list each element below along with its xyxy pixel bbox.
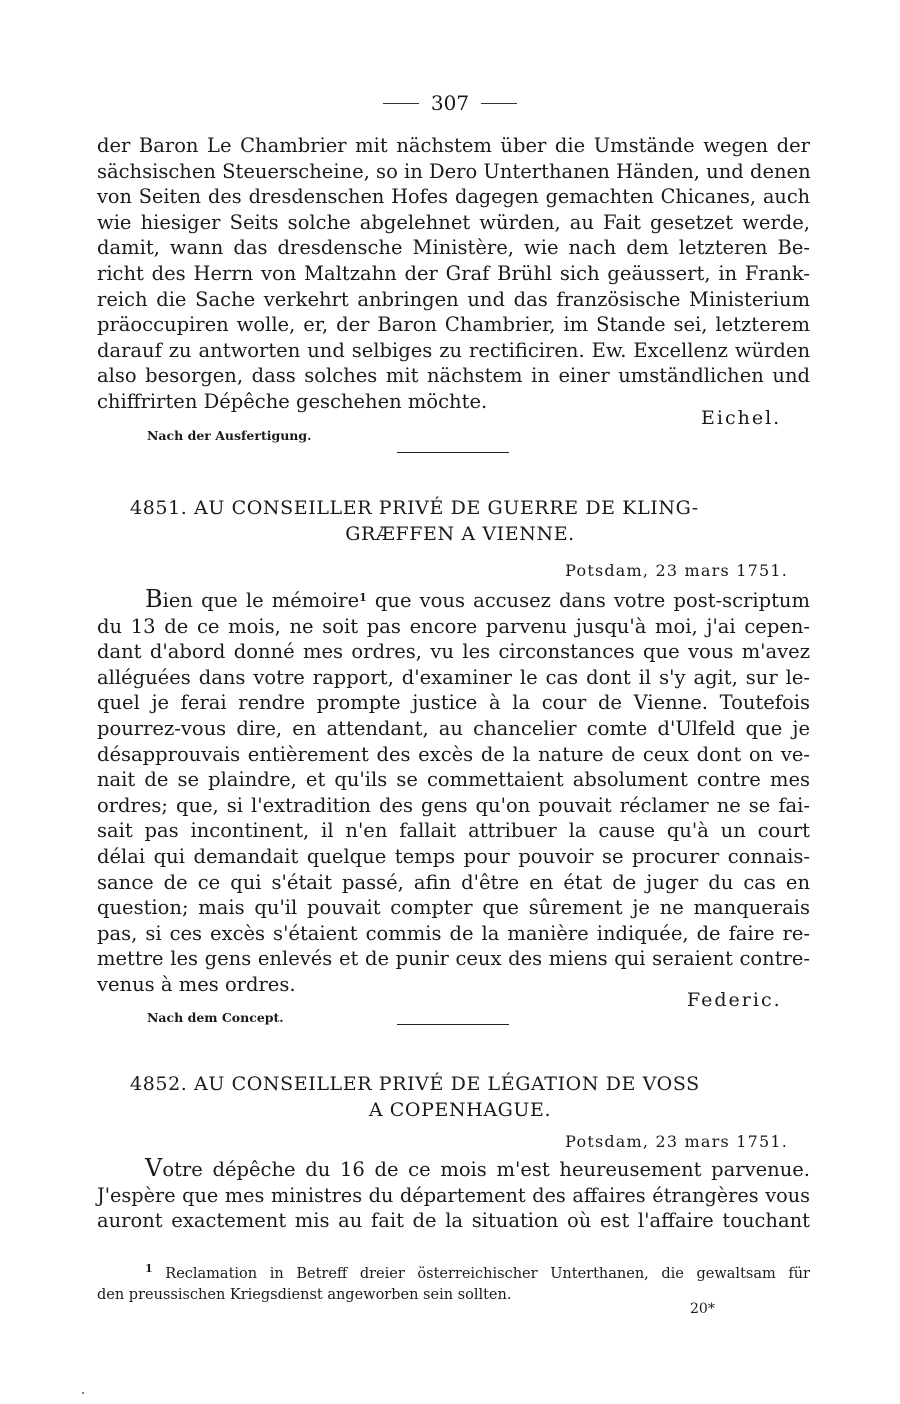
text-line: nait de se plaindre, et qu'ils se commettaient absolument contre mes (97, 768, 810, 792)
source-note: Nach dem Concept. (147, 1010, 284, 1025)
text-line: venus à mes ordres. (97, 972, 296, 996)
signature-federic: Federic. (687, 989, 782, 1011)
text-line: alléguées dans votre rapport, d'examiner le cas dont il s'y agit, sur le- (97, 665, 810, 689)
intro-paragraph (97, 133, 810, 415)
text-line: damit, wann das dresdensche Ministère, wie nach dem letzteren Be- (97, 236, 810, 260)
text-line: pas, si ces excès s'étaient commis de la manière indiquée, de faire re- (97, 921, 810, 945)
printer-signature-mark: 20* (690, 1301, 715, 1317)
section-divider (397, 1024, 509, 1025)
heading-line: 4851. AU CONSEILLER PRIVÉ DE GUERRE DE KLING- (130, 497, 699, 519)
letter-heading (130, 1071, 790, 1123)
initial-letter: B (145, 585, 163, 613)
text-line: richt des Herrn von Maltzahn der Graf Brühl sich geäussert, in Frank- (97, 261, 810, 285)
text-line (97, 1156, 810, 1183)
dateline: Potsdam, 23 mars 1751. (565, 1132, 788, 1151)
text-line: du 13 de ce mois, ne soit pas encore parvenu jusqu'à moi, j'ai cepen- (97, 614, 810, 638)
text-line: ordres; que, si l'extradition des gens qu'on pouvait réclamer ne se fai- (97, 793, 810, 817)
footnote-reference: 1 (359, 591, 367, 604)
page-header (0, 88, 900, 118)
text-line: désapprouvais entièrement des excès de la nature de ceux dont on ve- (97, 742, 810, 766)
text-line: darauf zu antworten und selbiges zu rectificiren. Ew. Excellenz würden (97, 338, 810, 362)
text-fragment: Reclamation in Betreff dreier österreichischer Unterthanen, die gewaltsam für (152, 1266, 810, 1282)
text-line: chiffrirten Dépêche geschehen möchte. (97, 389, 488, 413)
text-line: präoccupiren wolle, er, der Baron Chambrier, im Stande sei, letzterem (97, 313, 810, 337)
text-line: J'espère que mes ministres du département des affaires étrangères vous (97, 1183, 810, 1207)
initial-letter: V (145, 1154, 163, 1182)
footnote (97, 1258, 810, 1306)
text-line (97, 585, 810, 614)
text-line: von Seiten des dresdenschen Hofes dagegen gemachten Chicanes, auch (97, 185, 810, 209)
footnote-line (97, 1258, 810, 1285)
page-number: 307 (430, 91, 470, 115)
heading-line: GRÆFFEN A VIENNE. (345, 523, 575, 545)
footnote-line: den preussischen Kriegsdienst angeworben sein sollten. (97, 1287, 512, 1303)
text-line: also besorgen, dass solches mit nächstem in einer umständlichen und (97, 364, 810, 388)
text-line: reich die Sache verkehrt anbringen und das französische Ministerium (97, 287, 810, 311)
text-line: sait pas incontinent, il n'en fallait attribuer la cause qu'à un court (97, 819, 810, 843)
signature-eichel: Eichel. (701, 407, 782, 429)
text-fragment: que vous accusez dans votre post-scriptum (366, 589, 810, 612)
text-line: mettre les gens enlevés et de punir ceux des miens qui seraient contre- (97, 947, 810, 971)
letter-body (97, 1156, 810, 1234)
heading-line: 4852. AU CONSEILLER PRIVÉ DE LÉGATION DE VOSS (130, 1073, 700, 1095)
header-rule-right (481, 103, 517, 104)
header-rule-left (383, 103, 419, 104)
text-fragment: otre dépêche du 16 de ce mois m'est heureusement parvenue. (162, 1158, 810, 1181)
text-line: quel je ferai rendre prompte justice à la cour de Vienne. Toutefois (97, 691, 810, 715)
text-line: sance de ce qui s'était passé, afin d'être en état de juger du cas en (97, 870, 810, 894)
text-line: délai qui demandait quelque temps pour pouvoir se procurer connais- (97, 844, 810, 868)
text-line: auront exactement mis au fait de la situation où est l'affaire touchant (97, 1209, 810, 1233)
text-fragment: ien que le mémoire (162, 589, 360, 612)
dateline: Potsdam, 23 mars 1751. (565, 561, 788, 580)
letter-heading (130, 495, 790, 547)
text-line: question; mais qu'il pouvait compter que sûrement je ne manquerais (97, 896, 810, 920)
section-divider (397, 452, 509, 453)
text-line: der Baron Le Chambrier mit nächstem über die Umstände wegen der (97, 134, 810, 157)
scan-speck (82, 1392, 84, 1394)
heading-line: A COPENHAGUE. (368, 1099, 552, 1121)
text-line: pourrez-vous dire, en attendant, au chancelier comte d'Ulfeld que je (97, 716, 810, 740)
text-line: wie hiesiger Seits solche abgelehnet würden, au Fait gesetzet werde, (97, 210, 810, 234)
letter-body (97, 585, 810, 998)
source-note: Nach der Ausfertigung. (147, 428, 312, 443)
text-line: dant d'abord donné mes ordres, vu les circonstances que vous m'avez (97, 640, 810, 664)
footnote-marker: 1 (145, 1262, 153, 1275)
text-line: sächsischen Steuerscheine, so in Dero Unterthanen Händen, und denen (97, 159, 811, 183)
